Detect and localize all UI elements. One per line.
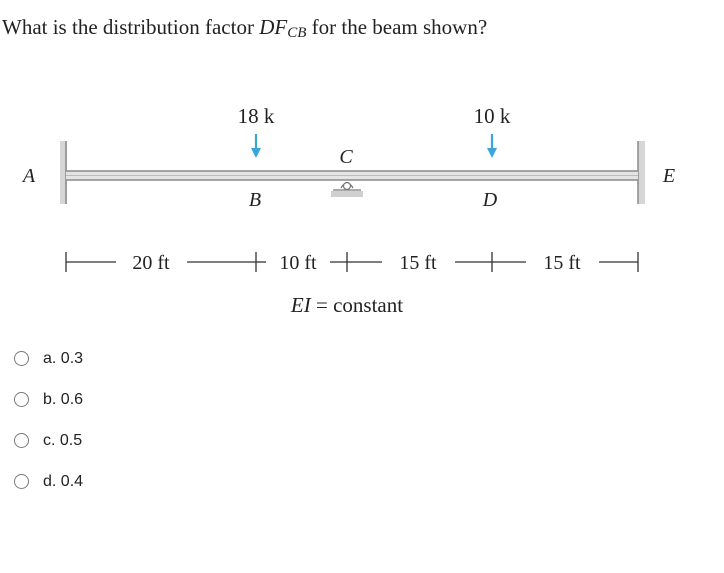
option-d-letter: d.: [43, 472, 57, 490]
dimension-label-de: 15 ft: [543, 252, 581, 274]
option-a-letter: a.: [43, 349, 57, 367]
option-a-text: [43, 350, 83, 368]
ei-symbol: EI: [290, 293, 311, 317]
point-label-c: C: [339, 146, 353, 168]
load-label-b: 18 k: [237, 104, 275, 128]
radio-button-d[interactable]: [14, 474, 29, 489]
roller-support-c: [331, 183, 363, 198]
option-c[interactable]: [14, 420, 83, 461]
question-prefix: What is the distribution factor: [2, 15, 260, 39]
ei-note: [290, 293, 403, 317]
point-label-d: D: [482, 189, 498, 211]
option-b-letter: b.: [43, 390, 57, 408]
point-label-e: E: [662, 165, 676, 187]
option-c-value: 0.5: [59, 431, 83, 449]
beam-figure: [0, 90, 724, 325]
load-arrow-b: [251, 134, 261, 158]
option-d-text: [43, 473, 83, 491]
dimension-label-bc: 10 ft: [279, 252, 317, 274]
radio-button-c[interactable]: [14, 433, 29, 448]
option-d[interactable]: [14, 461, 83, 502]
option-c-text: [43, 432, 82, 450]
option-c-letter: c.: [43, 431, 56, 449]
answer-options: [14, 338, 83, 502]
radio-button-a[interactable]: [14, 351, 29, 366]
beam-diagram: [0, 90, 724, 325]
load-arrow-d: [487, 134, 497, 158]
option-b-text: [43, 391, 83, 409]
dimension-label-ab: 20 ft: [132, 252, 170, 274]
dimension-label-cd: 15 ft: [399, 252, 437, 274]
load-label-d: 10 k: [473, 104, 511, 128]
option-a[interactable]: [14, 338, 83, 379]
question-text: [2, 14, 487, 46]
option-b[interactable]: [14, 379, 83, 420]
ei-note-text: = constant: [310, 293, 404, 317]
point-label-a: A: [22, 165, 36, 187]
beam: [66, 171, 638, 180]
question-symbol: DF: [259, 15, 288, 39]
point-label-b: B: [248, 189, 262, 211]
question-suffix: for the beam shown?: [306, 15, 488, 39]
fixed-support-a: [60, 141, 67, 204]
option-a-value: 0.3: [60, 349, 84, 367]
fixed-support-e: [638, 141, 645, 204]
radio-button-b[interactable]: [14, 392, 29, 407]
option-b-value: 0.6: [60, 390, 84, 408]
question-subscript: CB: [287, 25, 307, 41]
option-d-value: 0.4: [60, 472, 84, 490]
